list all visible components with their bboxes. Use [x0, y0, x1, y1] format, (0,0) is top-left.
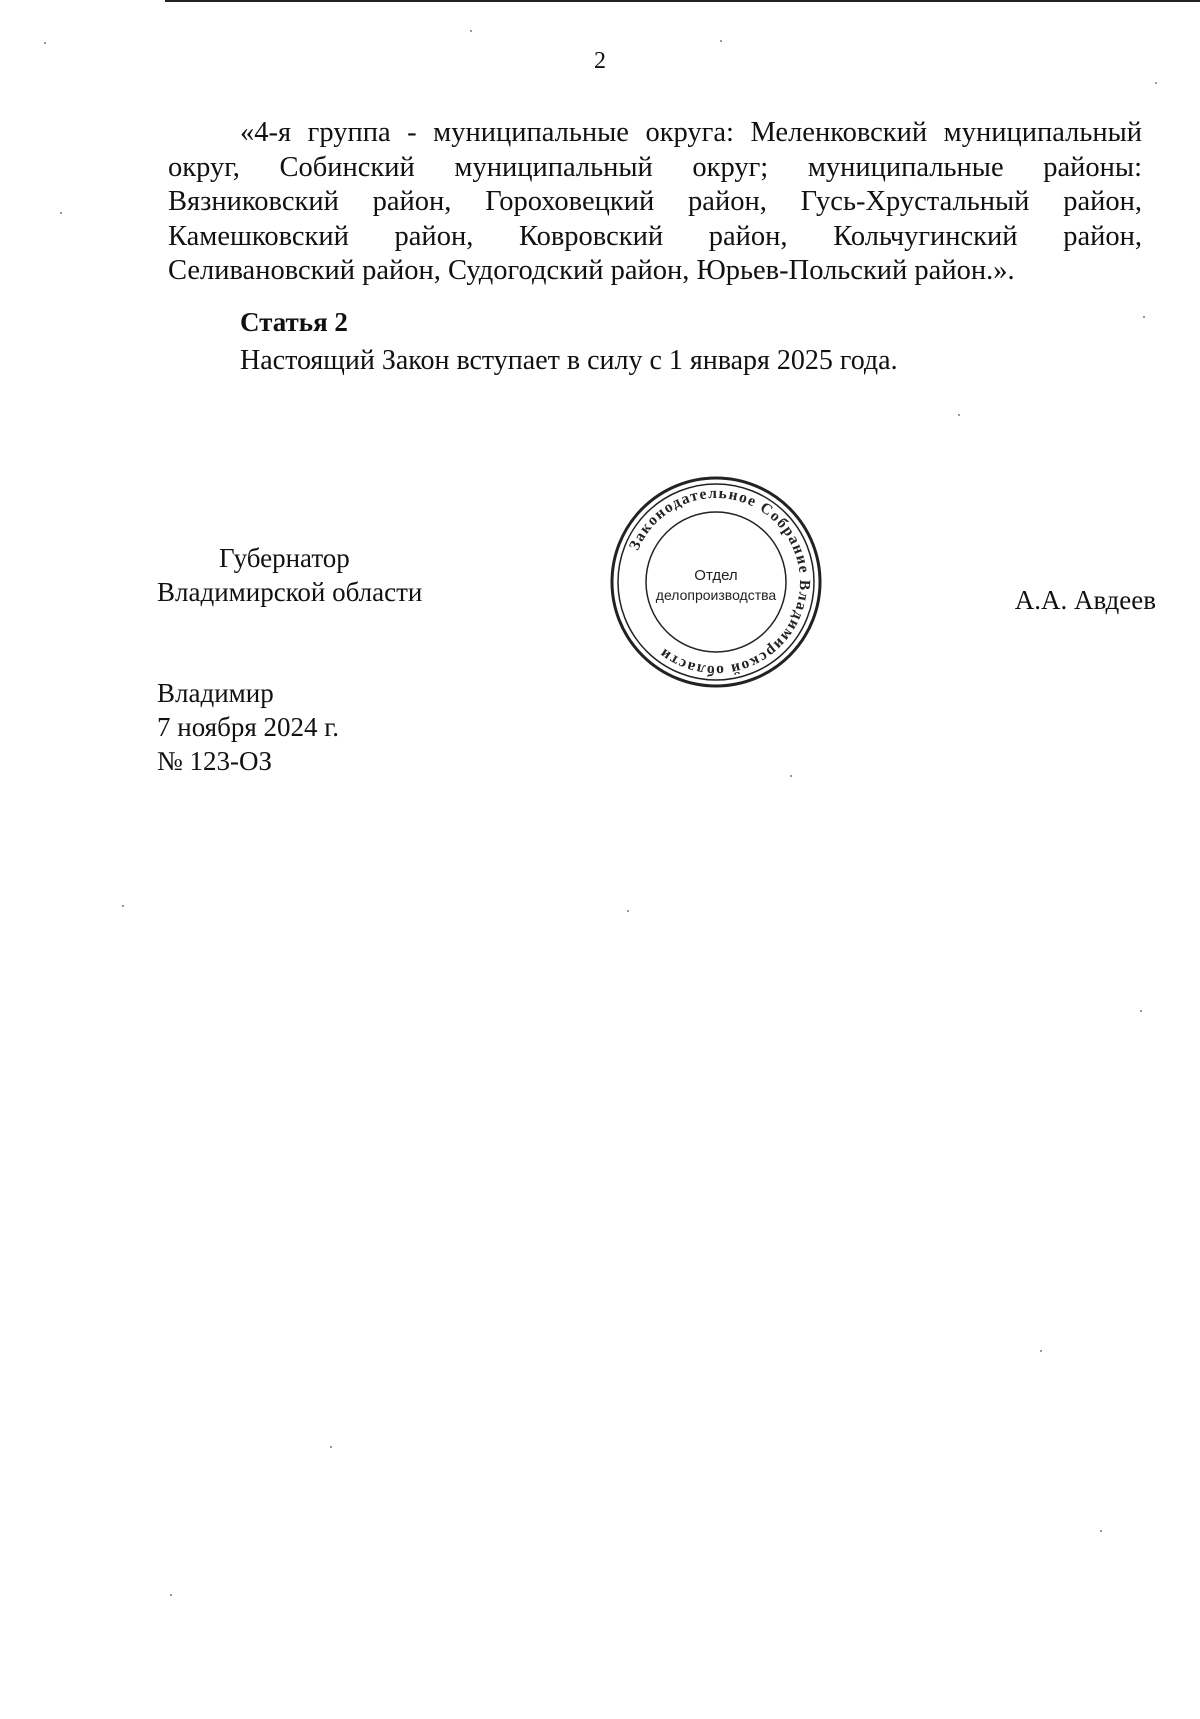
scan-speck [330, 1446, 332, 1448]
official-seal [608, 474, 824, 690]
scan-speck [1140, 1010, 1142, 1012]
scan-speck [1155, 82, 1157, 84]
scan-speck [1040, 1350, 1042, 1352]
scan-speck [44, 42, 46, 44]
scan-speck [60, 212, 62, 214]
article-title: Статья 2 [240, 307, 348, 337]
law-number: № 123-ОЗ [157, 746, 273, 776]
place-date-block [157, 676, 339, 778]
city: Владимир [157, 678, 274, 708]
signatory-name: А.А. Авдеев [1014, 585, 1156, 615]
top-border-line [165, 0, 1200, 2]
scan-speck [720, 40, 722, 42]
scan-speck [1143, 316, 1145, 318]
scan-speck [470, 30, 472, 32]
scan-speck [790, 775, 792, 777]
seal-center-line-1: Отдел [694, 567, 738, 584]
page-number: 2 [594, 48, 606, 74]
signatory-position [157, 541, 422, 609]
scan-speck [170, 1594, 172, 1596]
position-line-1: Губернатор [219, 543, 350, 573]
position-line-2: Владимирской области [157, 577, 423, 607]
amendment-paragraph: «4-я группа - муниципальные округа: Меленковский муниципальный округ, Собинский муниципальный округ; муниципальные районы: Вязниковский район, Гороховецкий район, Гусь-Хрустальный район, Камешковский район, Ковровский район, Кольчугинский район, Селивановский район, Судогодский район, Юрьев-Польский район.». [168, 117, 1142, 286]
article-body: Настоящий Закон вступает в силу с 1 января 2025 года. [240, 345, 898, 376]
scan-speck [627, 910, 629, 912]
date: 7 ноября 2024 г. [157, 712, 340, 742]
scan-speck [958, 414, 960, 416]
scan-speck [122, 905, 124, 907]
seal-center-line-2: делопроизводства [655, 587, 777, 603]
seal-ring-text: Законодательное Собрание Владимирской области [625, 484, 814, 680]
scan-speck [1100, 1530, 1102, 1532]
